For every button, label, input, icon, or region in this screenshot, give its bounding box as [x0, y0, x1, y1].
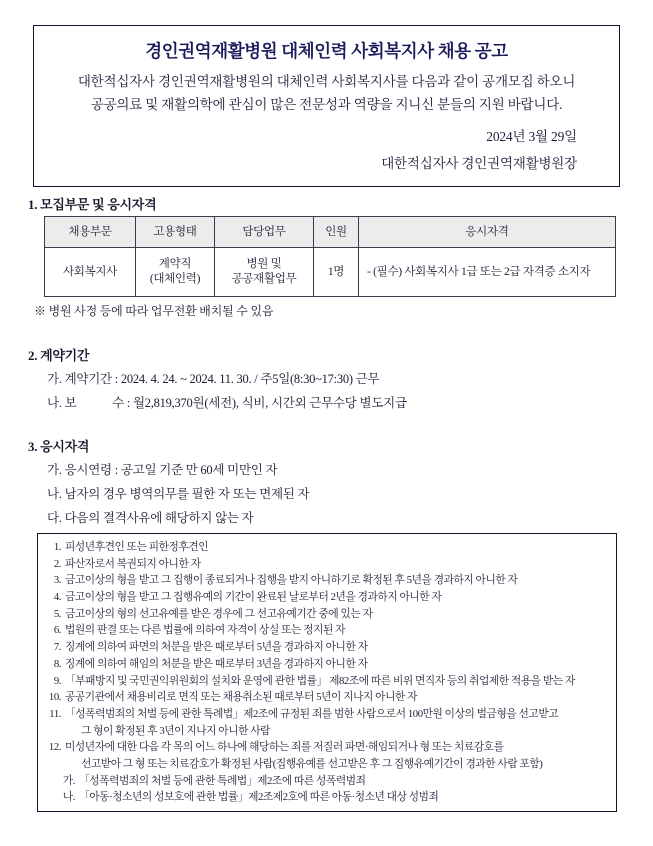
- list-item: [44, 622, 611, 639]
- list-item-text: 징계에 의하여 해임의 처분을 받은 때로부터 3년을 경과하지 아니한 자: [65, 657, 368, 670]
- section-3-heading: 3. 응시자격: [28, 439, 90, 454]
- list-item-text: 금고이상의 형을 받고 그 집행유예의 기간이 완료된 날로부터 2년을 경과하지 아니한 자: [65, 591, 442, 604]
- list-item: [44, 689, 611, 706]
- list-item: [44, 572, 611, 589]
- eligibility-disqualification-item: 다. 다음의 결격사유에 해당하지 않는 자: [47, 511, 254, 525]
- list-item-number: 2.: [53, 557, 61, 570]
- list-item-text: 「부패방지 및 국민권익위원회의 설치와 운영에 관한 법률」 제82조에 따른 비위 면직자 등의 취업제한 적용을 받는 자: [65, 674, 575, 687]
- list-item-text-continuation: 그 형이 확정된 후 3년이 지나지 아니한 사람: [81, 724, 271, 737]
- eligibility-age-item: 가. 응시연령 : 공고일 기준 만 60세 미만인 자: [47, 463, 278, 477]
- contract-period-item: 가. 계약기간 : 2024. 4. 24. ~ 2024. 11. 30. / 주5일(8:30~17:30) 근무: [47, 372, 380, 386]
- employment-type-line-1: 계약직: [158, 258, 192, 271]
- cell-dept: 사회복지사: [45, 248, 136, 297]
- table-body: [45, 248, 616, 297]
- list-item: [44, 656, 611, 673]
- page-title: 경인권역재활병원 대체인력 사회복지사 채용 공고: [145, 41, 508, 61]
- list-item-text: 파산자로서 복권되지 아니한 자: [65, 557, 201, 570]
- list-item-text: [65, 739, 611, 772]
- table-header: [45, 217, 616, 248]
- compensation-label: 나. 보: [47, 396, 77, 410]
- list-item-text-main: 미성년자에 대한 다음 각 목의 어느 하나에 해당하는 죄를 저질러 파면·해임되거나 형 또는 치료감호를: [65, 741, 504, 754]
- list-item: [44, 639, 611, 656]
- compensation-value: 수 : 월2,819,370원(세전), 식비, 시간외 근무수당 별도지급: [112, 396, 407, 410]
- list-item: [44, 556, 611, 573]
- list-item-text-main: 「성폭력범죄의 처벌 등에 관한 특례법」제2조에 규정된 죄를 범한 사람으로서 100만원 이상의 벌금형을 선고받고: [65, 707, 559, 720]
- list-sub-item-text: 「성폭력범죄의 처벌 등에 관한 특례법」제2조에 따른 성폭력범죄: [79, 774, 366, 787]
- list-item-number: 9.: [53, 674, 61, 687]
- eligibility-military-item: 나. 남자의 경우 병역의무를 필한 자 또는 면제된 자: [47, 487, 310, 501]
- intro-paragraph-line-2: 공공의료 및 재활의학에 관심이 많은 전문성과 역량을 지니신 분들의 지원 바랍니다.: [90, 96, 563, 112]
- disqualification-list: [44, 539, 611, 806]
- cell-duty: [215, 248, 314, 297]
- list-item-number: 6.: [53, 624, 61, 637]
- list-item-number: 3.: [53, 574, 61, 587]
- list-item-text: 징계에 의하여 파면의 처분을 받은 때로부터 5년을 경과하지 아니한 자: [65, 641, 368, 654]
- announcement-signer: 대한적십자사 경인권역재활병원장: [381, 155, 577, 171]
- list-item-number: 7.: [53, 641, 61, 654]
- compensation-item: [47, 393, 407, 411]
- list-item: [44, 706, 611, 739]
- list-sub-item-number: 가.: [62, 774, 75, 787]
- announcement-date: 2024년 3월 29일: [486, 128, 577, 144]
- list-sub-item: [44, 789, 611, 806]
- disqualification-box: [37, 533, 617, 812]
- list-item: [44, 539, 611, 556]
- employment-type-line-2: (대체인력): [149, 273, 201, 285]
- column-header-qualification: 응시자격: [359, 217, 616, 248]
- list-item-number: 12.: [48, 741, 61, 754]
- table-row: [45, 248, 616, 297]
- list-item: [44, 589, 611, 606]
- cell-count: 1명: [314, 248, 359, 297]
- table-header-row: [45, 217, 616, 248]
- section-2-heading: 2. 계약기간: [28, 348, 90, 363]
- list-item: [44, 673, 611, 690]
- section-1-heading: 1. 모집부문 및 응시자격: [28, 197, 157, 212]
- list-item-number: 8.: [53, 657, 61, 670]
- list-item-text: [65, 706, 611, 739]
- duty-line-1: 병원 및: [246, 258, 282, 271]
- intro-paragraph-line-1: 대한적십자사 경인권역재활병원의 대체인력 사회복지사를 다음과 같이 공개모집 하오니: [77, 74, 576, 89]
- column-header-count: 인원: [314, 217, 359, 248]
- list-sub-item: [44, 773, 611, 790]
- list-item-number: 5.: [53, 607, 61, 620]
- list-item-number: 10.: [48, 691, 61, 704]
- table-footnote: ※ 병원 사정 등에 따라 업무전환 배치될 수 있음: [34, 304, 274, 318]
- list-item-text-continuation: 선고받아 그 형 또는 치료감호가 확정된 사람(집행유예를 선고받은 후 그 집행유예기간이 경과한 사람 포함): [81, 757, 543, 770]
- duty-line-2: 공공재활업무: [231, 273, 297, 285]
- list-item-text: 금고이상의 형의 선고유예를 받은 경우에 그 선고유예기간 중에 있는 자: [65, 607, 373, 620]
- list-item-text: 피성년후견인 또는 피한정후견인: [65, 541, 209, 553]
- column-header-duty: 담당업무: [215, 217, 314, 248]
- list-sub-item-number: 나.: [62, 791, 75, 804]
- list-item-text: 공공기관에서 채용비리로 면직 또는 채용취소된 때로부터 5년이 지나지 아니한 자: [65, 691, 418, 704]
- list-item-text: 금고이상의 형을 받고 그 집행이 종료되거나 집행을 받지 아니하기로 확정된 후 5년을 경과하지 아니한 자: [65, 574, 518, 587]
- cell-qualification: - (필수) 사회복지사 1급 또는 2급 자격증 소지자: [359, 248, 616, 297]
- cell-employment-type: [136, 248, 215, 297]
- column-header-employment-type: 고용형태: [136, 217, 215, 248]
- list-sub-item-text: 「아동·청소년의 성보호에 관한 법률」제2조제2호에 따른 아동·청소년 대상 성범죄: [79, 791, 439, 804]
- list-item-number: 4.: [53, 591, 61, 604]
- column-header-dept: 채용부문: [45, 217, 136, 248]
- list-item-text: 법원의 판결 또는 다른 법률에 의하여 자격이 상실 또는 정지된 자: [65, 624, 346, 637]
- list-item-number: 1.: [53, 541, 61, 553]
- list-item-number: 11.: [49, 707, 61, 720]
- list-item: [44, 739, 611, 772]
- recruitment-table: [44, 216, 616, 297]
- list-item: [44, 606, 611, 623]
- announcement-header-box: [33, 25, 620, 187]
